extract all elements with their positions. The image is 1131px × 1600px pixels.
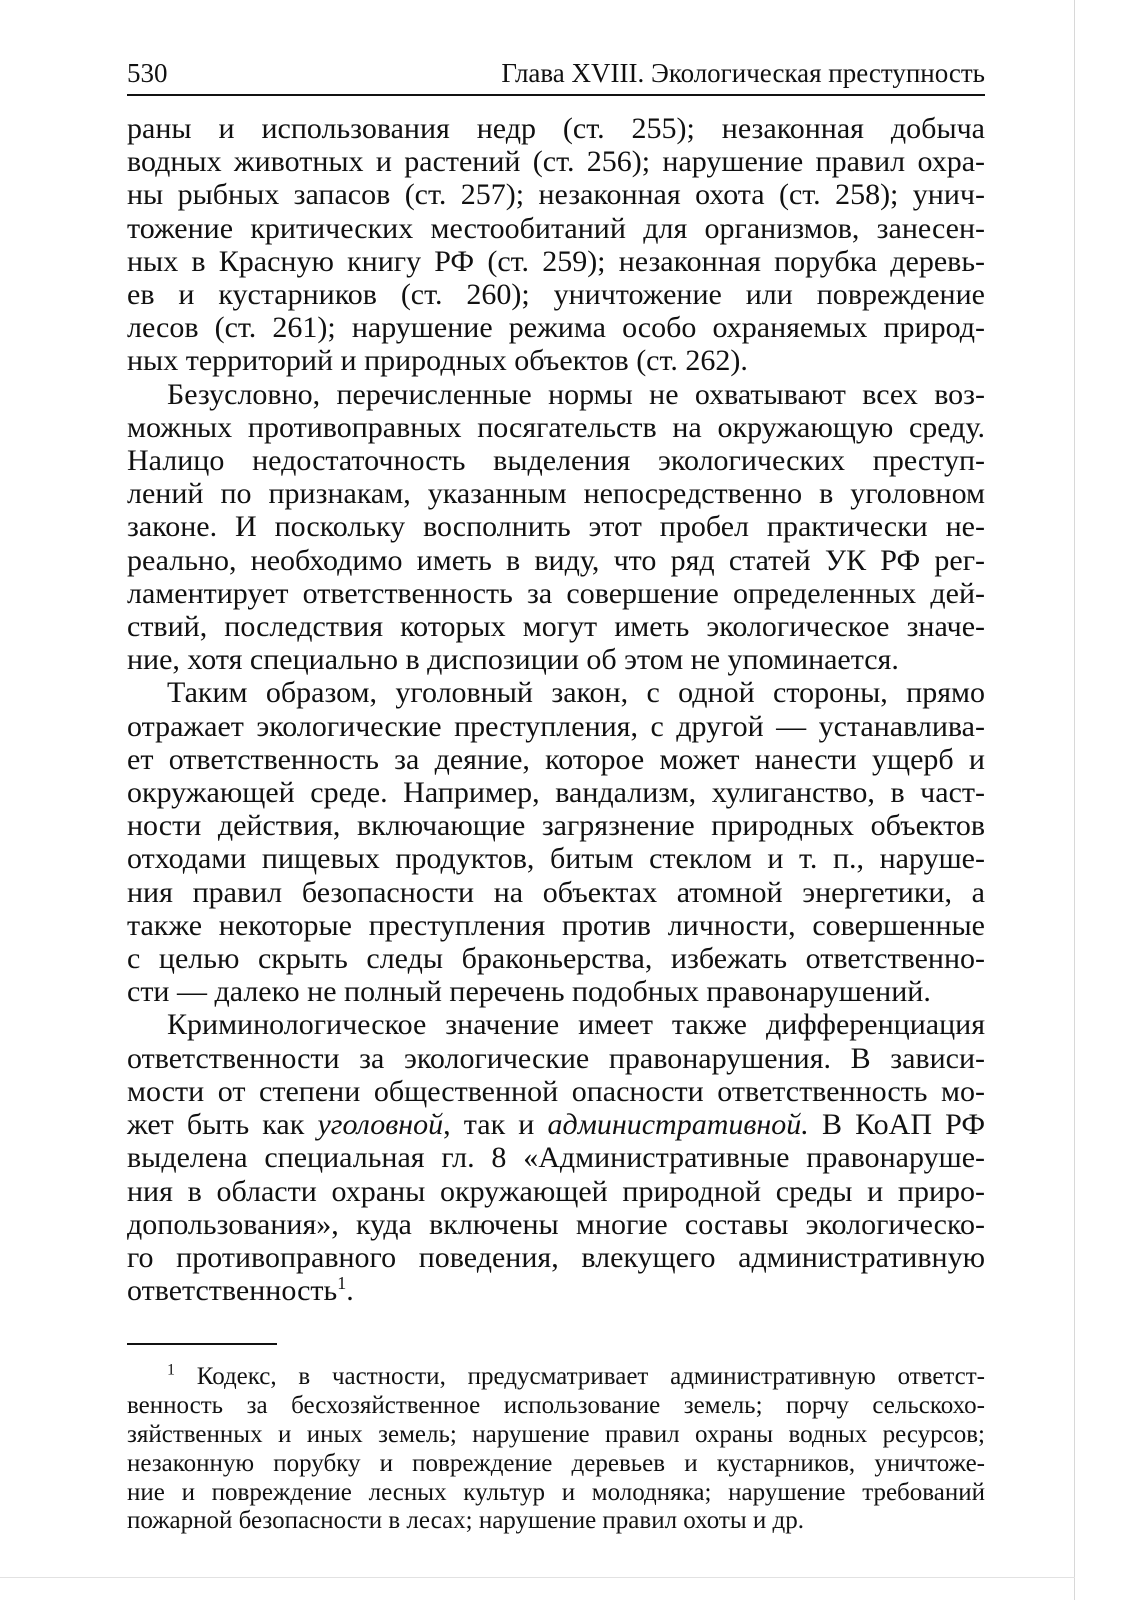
text-line: лений по признакам, указанным непосредственно в уголовном — [127, 477, 985, 511]
text-line: ных в Красную книгу РФ (ст. 259); незаконная порубка деревь- — [127, 244, 985, 278]
italic-term-administrative: административной. — [547, 1108, 809, 1142]
text-line: законе. И поскольку восполнить этот пробел практически не- — [127, 510, 985, 544]
text-line: ет ответственность за деяние, которое может нанести ущерб и — [127, 742, 985, 776]
footnote-line: ние и повреждение лесных культур и молодняка; нарушение требований — [127, 1478, 985, 1506]
text-line: ев и кустарников (ст. 260); уничтожение или повреждение — [127, 278, 985, 312]
text-line: Налицо недостаточность выделения экологических преступ- — [127, 444, 985, 478]
page-bottom-edge — [0, 1577, 1075, 1578]
text-line: допользования», куда включены многие составы экологическо- — [127, 1207, 985, 1241]
text-run: , так и — [443, 1108, 548, 1142]
footnote-reference[interactable]: 1 — [337, 1273, 347, 1294]
text-line: раны и использования недр (ст. 255); незаконная добыча — [127, 112, 985, 145]
paragraph-4 — [127, 1008, 985, 1307]
text-line: ных территорий и природных объектов (ст. 262). — [127, 344, 748, 378]
main-text — [127, 112, 985, 1307]
text-line: ламентирует ответственность за совершение определенных дей- — [127, 576, 985, 610]
chapter-title: Глава XVIII. Экологическая преступность — [501, 58, 985, 88]
text-line: Безусловно, перечисленные нормы не охватывают всех воз- — [167, 377, 985, 411]
text-line: го противоправного поведения, влекущего административную — [127, 1240, 985, 1274]
paragraph-2 — [127, 378, 985, 677]
text-run: В КоАП РФ — [808, 1108, 986, 1142]
book-page — [127, 56, 985, 1536]
footnote-marker: 1 — [167, 1361, 175, 1379]
footnote-line — [127, 1363, 985, 1392]
text-line: водных животных и растений (ст. 256); нарушение правил охра- — [127, 145, 985, 179]
text-line: сти — далеко не полный перечень подобных правонарушений. — [127, 975, 931, 1009]
text-line: мости от степени общественной опасности ответственность мо- — [127, 1074, 985, 1108]
text-line: можных противоправных посягательств на окружающую среду. — [127, 410, 985, 444]
text-run: ответственность — [127, 1274, 338, 1308]
footnote-line: зяйственных и иных земель; нарушение правил охраны водных ресурсов; — [127, 1420, 985, 1448]
text-line: окружающей среде. Например, вандализм, хулиганство, в част- — [127, 776, 985, 810]
footnote-separator — [127, 1343, 277, 1345]
footnote-line: незаконную порубку и повреждение деревьев и кустарников, уничтоже- — [127, 1449, 985, 1477]
text-run: жет быть как — [127, 1108, 318, 1142]
text-line: отходами пищевых продуктов, битым стеклом и т. п., наруше- — [127, 842, 985, 876]
text-line: реально, необходимо иметь в виду, что ряд статей УК РФ рег- — [127, 543, 985, 577]
page-right-edge — [1074, 0, 1075, 1600]
text-line: ния в области охраны окружающей природной среды и приро- — [127, 1174, 985, 1208]
text-line: с целью скрыть следы браконьерства, избежать ответственно- — [127, 942, 985, 976]
text-line: ние, хотя специально в диспозиции об этом не упоминается. — [127, 643, 899, 677]
text-run: . — [346, 1274, 354, 1308]
text-line: ствий, последствия которых могут иметь экологическое значе- — [127, 610, 985, 644]
running-header — [127, 56, 985, 96]
text-line-with-italics — [127, 1108, 985, 1141]
paragraph-3 — [127, 676, 985, 1008]
footnote — [127, 1363, 985, 1536]
text-line: ности действия, включающие загрязнение природных объектов — [127, 809, 985, 843]
paragraph-1 — [127, 112, 985, 378]
text-line: ны рыбных запасов (ст. 257); незаконная охота (ст. 258); унич- — [127, 178, 985, 212]
italic-term-criminal: уголовной — [317, 1108, 444, 1142]
text-line: Таким образом, уголовный закон, с одной стороны, прямо — [167, 676, 985, 710]
text-line-with-footnote-ref — [127, 1274, 985, 1307]
footnote-text: Кодекс, в частности, предусматривает административную ответст- — [175, 1363, 985, 1391]
footnote-line: венность за бесхозяйственное использование земель; порчу сельскохо- — [127, 1392, 985, 1420]
text-line: ответственности за экологические правонарушения. В зависи- — [127, 1041, 985, 1075]
text-line: также некоторые преступления против личности, совершенные — [127, 908, 985, 942]
page-number: 530 — [127, 58, 168, 88]
text-line: лесов (ст. 261); нарушение режима особо охраняемых природ- — [127, 311, 985, 345]
footnote-line: пожарной безопасности в лесах; нарушение правил охоты и др. — [127, 1507, 804, 1535]
text-line: ния правил безопасности на объектах атомной энергетики, а — [127, 875, 985, 909]
text-line: Криминологическое значение имеет также дифференциация — [167, 1008, 985, 1042]
text-line: выделена специальная гл. 8 «Административные правонаруше- — [127, 1141, 985, 1175]
text-line: тожение критических местообитаний для организмов, занесен- — [127, 211, 985, 245]
text-line: отражает экологические преступления, с другой — устанавлива- — [127, 709, 985, 743]
